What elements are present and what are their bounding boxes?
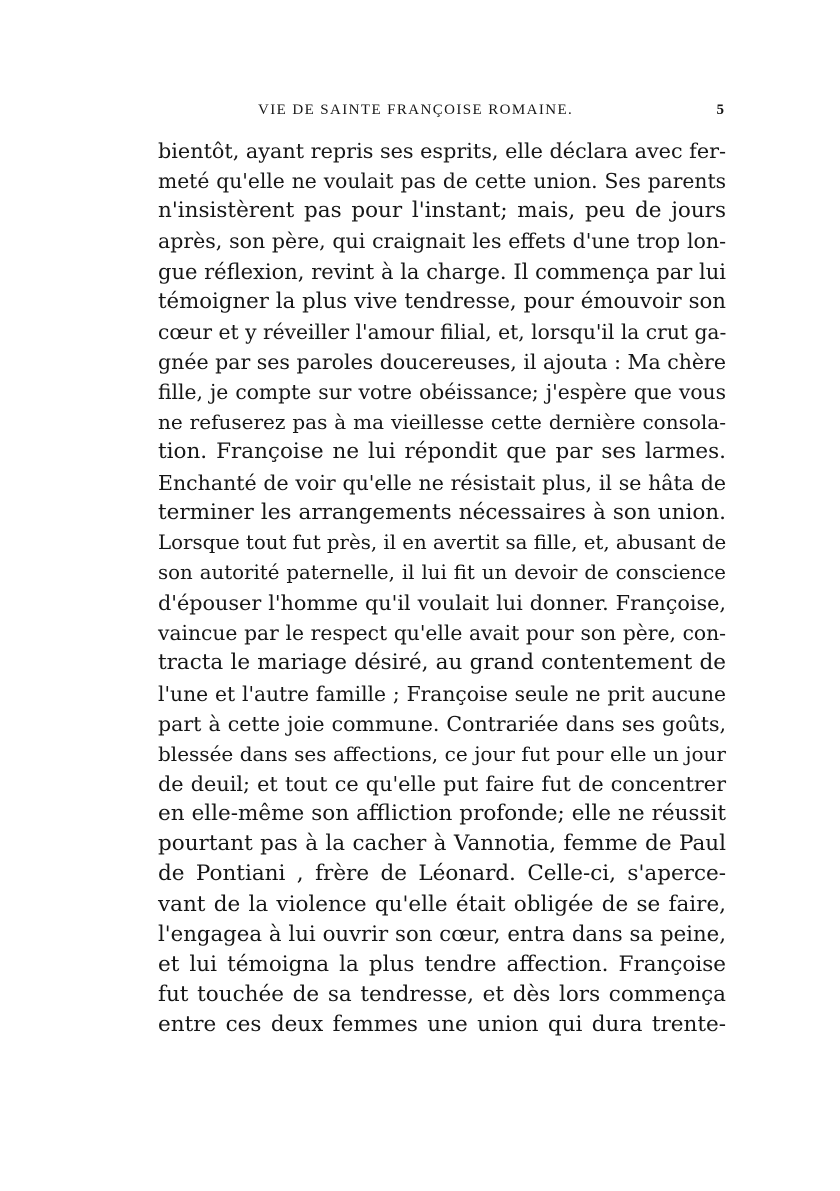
text-line: d'épouser l'homme qu'il voulait lui donner. Françoise, — [158, 591, 726, 616]
text-line: pourtant pas à la cacher à Vannotia, femme de Paul — [158, 831, 726, 857]
text-line: meté qu'elle ne voulait pas de cette union. Ses parents — [158, 169, 726, 194]
text-line: gnée par ses paroles doucereuses, il ajouta : Ma chère — [158, 349, 726, 374]
text-line: ne refuserez pas à ma vieillesse cette dernière consola- — [158, 410, 726, 435]
text-line: témoigner la plus vive tendresse, pour émouvoir son — [158, 288, 726, 314]
text-line: de Pontiani , frère de Léonard. Celle-ci, s'aperce- — [158, 861, 726, 887]
text-line: bientôt, ayant repris ses esprits, elle déclara avec fer- — [158, 139, 727, 163]
text-line: son autorité paternelle, il lui fit un devoir de conscience — [158, 560, 726, 584]
text-line: entre ces deux femmes une union qui dura trente- — [158, 1012, 726, 1038]
text-line: terminer les arrangements nécessaires à son union. — [158, 499, 726, 525]
text-line: et lui témoigna la plus tendre affection. Françoise — [158, 951, 726, 977]
text-line: Enchanté de voir qu'elle ne résistait plus, il se hâta de — [158, 470, 726, 495]
text-line: en elle-même son affliction profonde; elle ne réussit — [158, 801, 726, 827]
page-number: 5 — [716, 102, 724, 118]
running-title: VIE DE SAINTE FRANÇOISE ROMAINE. — [258, 102, 574, 118]
text-line: l'engagea à lui ouvrir son cœur, entra dans sa peine, — [158, 921, 726, 947]
text-line: part à cette joie commune. Contrariée dans ses goûts, — [158, 711, 726, 736]
text-line: l'une et l'autre famille ; Françoise seule ne prit aucune — [158, 681, 726, 706]
text-line: tion. Françoise ne lui répondit que par ses larmes. — [158, 439, 726, 465]
body-text — [158, 136, 726, 1040]
text-line: de deuil; et tout ce qu'elle put faire fut de concentrer — [158, 771, 726, 796]
text-line: fut touchée de sa tendresse, et dès lors commença — [158, 981, 726, 1007]
text-line: cœur et y réveiller l'amour filial, et, lorsqu'il la crut ga- — [158, 319, 727, 344]
text-line: vaincue par le respect qu'elle avait pour son père, con- — [158, 621, 726, 646]
text-line: gue réflexion, revint à la charge. Il commença par lui — [158, 259, 726, 284]
text-line: vant de la violence qu'elle était obligée de se faire, — [158, 891, 726, 917]
text-line: n'insistèrent pas pour l'instant; mais, peu de jours — [158, 198, 726, 224]
text-line: tracta le mariage désiré, au grand contentement de — [158, 650, 726, 676]
running-head — [160, 102, 726, 126]
text-line: Lorsque tout fut près, il en avertit sa fille, et, abusant de — [158, 530, 727, 554]
text-line: blessée dans ses affections, ce jour fut pour elle un jour — [158, 741, 726, 766]
text-line: après, son père, qui craignait les effets d'une trop lon- — [158, 229, 726, 254]
text-line: fille, je compte sur votre obéissance; j'espère que vous — [158, 380, 726, 405]
